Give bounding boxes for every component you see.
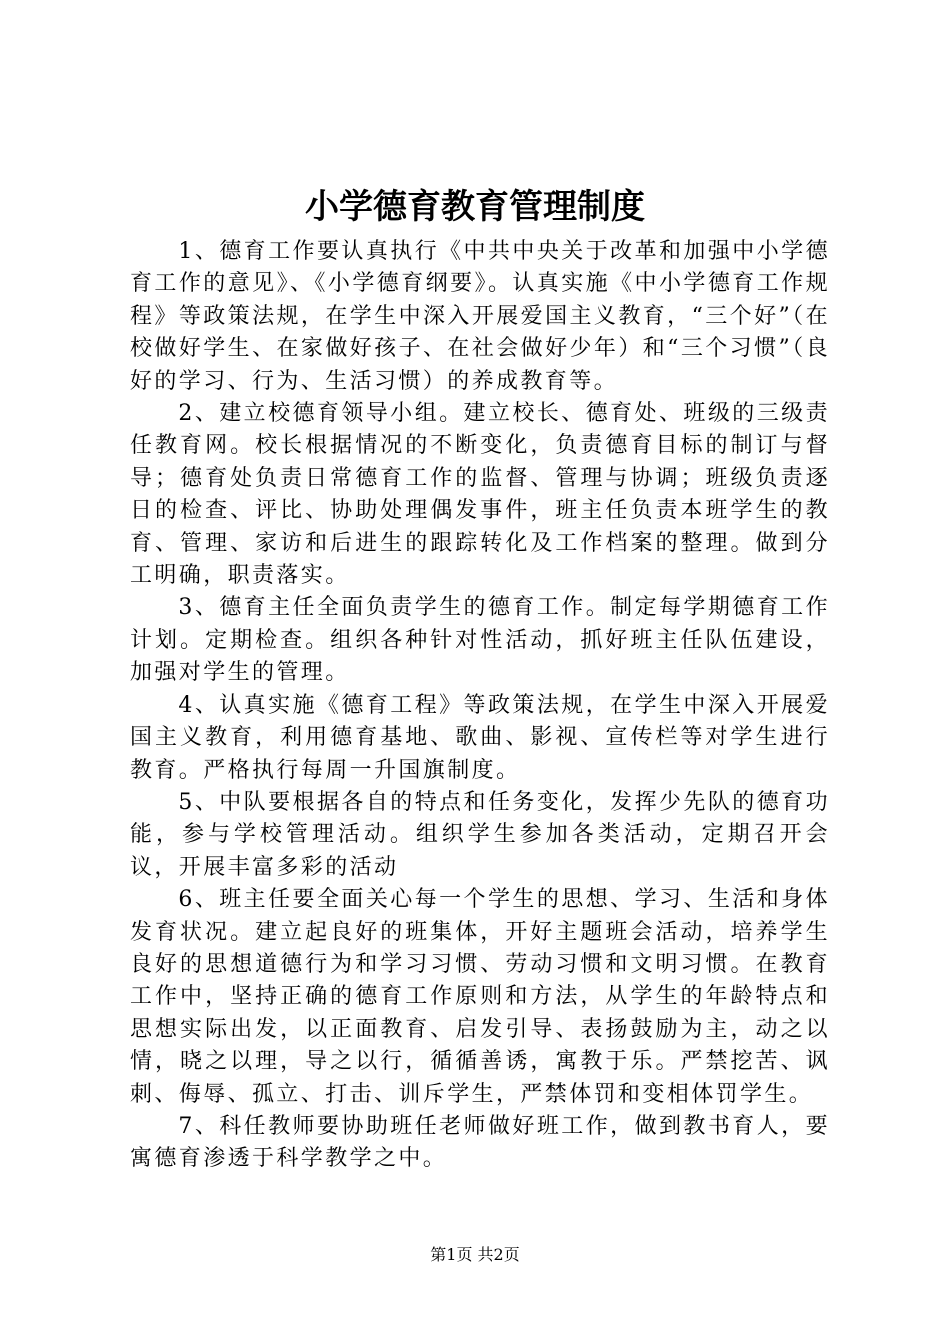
paragraph-4: 4、认真实施《德育工程》等政策法规，在学生中深入开展爱国主义教育，利用德育基地、歌曲、影视、宣传栏等对学生进行教育。严格执行每周一升国旗制度。 bbox=[130, 692, 830, 783]
page-title: 小学德育教育管理制度 bbox=[305, 187, 645, 227]
paragraph-2: 2、建立校德育领导小组。建立校长、德育处、班级的三级责任教育网。校长根据情况的不断变化，负责德育目标的制订与督导；德育处负责日常德育工作的监督、管理与协调；班级负责逐日的检查、评比、协助处理偶发事件，班主任负责本班学生的教育、管理、家访和后进生的跟踪转化及工作档案的整理。做到分工明确，职责落实。 bbox=[130, 401, 830, 589]
paragraph-5: 5、中队要根据各自的特点和任务变化，发挥少先队的德育功能，参与学校管理活动。组织学生参加各类活动，定期召开会议，开展丰富多彩的活动 bbox=[130, 789, 830, 880]
paragraph-6: 6、班主任要全面关心每一个学生的思想、学习、生活和身体发育状况。建立起良好的班集体，开好主题班会活动，培养学生良好的思想道德行为和学习习惯、劳动习惯和文明习惯。在教育工作中，坚持正确的德育工作原则和方法，从学生的年龄特点和思想实际出发，以正面教育、启发引导、表扬鼓励为主，动之以情，晓之以理，导之以行，循循善诱，寓教于乐。严禁挖苦、讽刺、侮辱、孤立、打击、训斥学生，严禁体罚和变相体罚学生。 bbox=[130, 887, 830, 1107]
page-footer: 第1页 共2页 bbox=[430, 1245, 520, 1264]
paragraph-1: 1、德育工作要认真执行《中共中央关于改革和加强中小学德育工作的意见》、《小学德育纲要》。认真实施《中小学德育工作规程》等政策法规，在学生中深入开展爱国主义教育，“三个好”（在校做好学生、在家做好孩子、在社会做好少年）和“三个习惯”（良好的学习、行为、生活习惯）的养成教育等。 bbox=[130, 239, 830, 394]
paragraph-7: 7、科任教师要协助班任老师做好班工作，做到教书育人，要寓德育渗透于科学教学之中。 bbox=[130, 1113, 830, 1172]
document-body bbox=[130, 236, 830, 1176]
paragraph-3: 3、德育主任全面负责学生的德育工作。制定每学期德育工作计划。定期检查。组织各种针对性活动，抓好班主任队伍建设，加强对学生的管理。 bbox=[130, 595, 830, 686]
